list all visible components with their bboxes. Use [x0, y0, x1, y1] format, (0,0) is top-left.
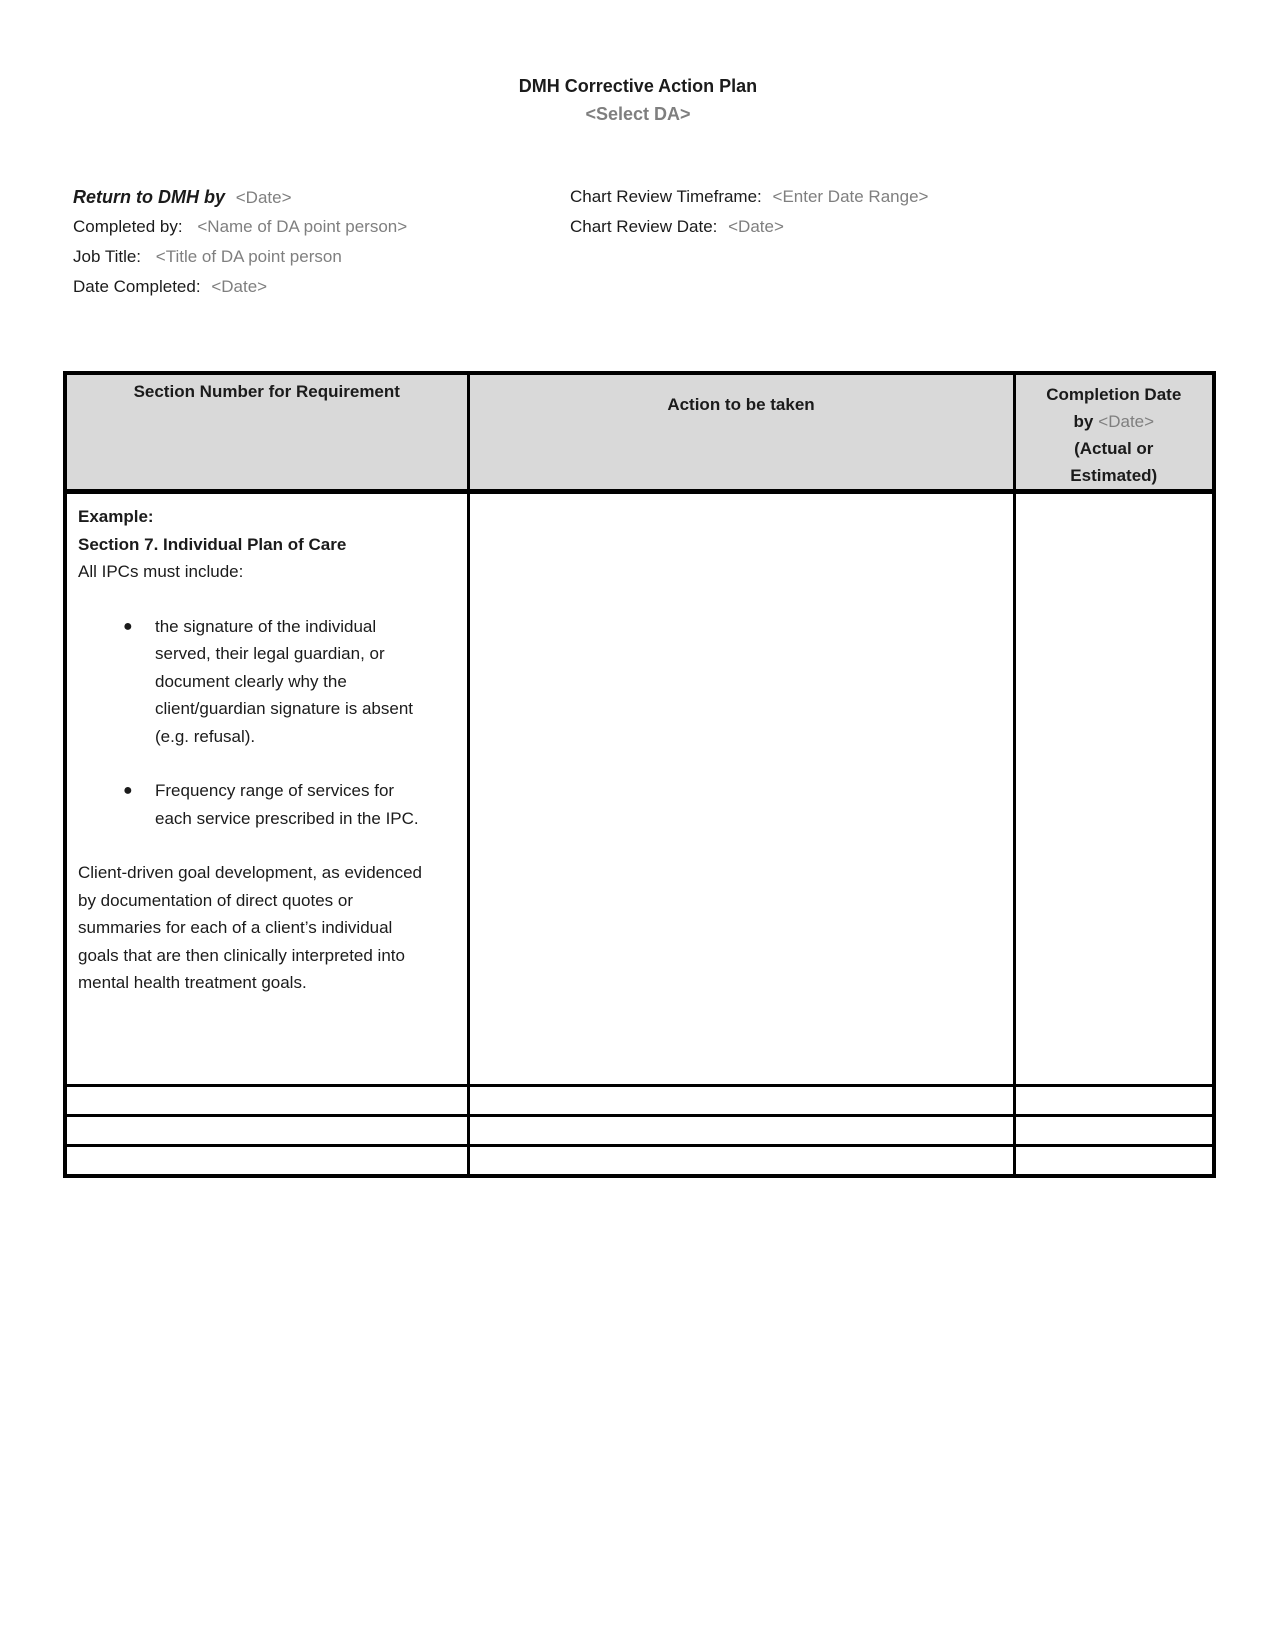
action-cell-empty[interactable]: [468, 1146, 1014, 1176]
example-section-title: Section 7. Individual Plan of Care: [78, 534, 347, 554]
page-title: DMH Corrective Action Plan: [518, 76, 758, 96]
requirement-cell-empty[interactable]: [65, 1116, 468, 1146]
chart-review-timeframe-label: Chart Review Timeframe:: [570, 187, 762, 206]
bullet-icon: ●: [123, 782, 133, 799]
bullet-text: the signature of the individual served, their legal guardian, or document clearly why the client/guardian signature is absent (e.g. refusal).: [155, 616, 413, 746]
completion-by-text: by: [1073, 412, 1094, 431]
return-date-placeholder[interactable]: <Date>: [235, 188, 292, 207]
column-header-action: Action to be taken: [468, 373, 1014, 492]
header-fields-right: [570, 182, 928, 242]
table-header-row: [65, 373, 1214, 492]
example-intro: All IPCs must include:: [78, 562, 244, 581]
chart-review-date-row: [570, 212, 928, 242]
completed-by-placeholder[interactable]: <Name of DA point person>: [197, 217, 408, 236]
column-header-section-number: Section Number for Requirement: [65, 373, 468, 492]
bullet-text: Frequency range of services for each service prescribed in the IPC.: [155, 781, 419, 828]
return-to-dmh-label: Return to DMH by: [73, 187, 225, 207]
select-da-placeholder[interactable]: <Select DA>: [585, 104, 691, 124]
column-header-completion-date: [1014, 373, 1214, 492]
completion-cell-empty[interactable]: [1014, 1146, 1214, 1176]
corrective-action-table: [63, 371, 1216, 1178]
completion-cell-empty[interactable]: [1014, 1086, 1214, 1116]
return-to-dmh-row: [73, 182, 407, 212]
table-row: [65, 1086, 1214, 1116]
date-completed-row: [73, 272, 407, 302]
completion-cell-empty[interactable]: [1014, 1116, 1214, 1146]
date-completed-placeholder[interactable]: <Date>: [211, 277, 268, 296]
table-row: [65, 1116, 1214, 1146]
date-completed-label: Date Completed:: [73, 277, 201, 296]
bullet-icon: ●: [123, 617, 133, 635]
job-title-placeholder[interactable]: <Title of DA point person: [155, 247, 342, 266]
header-fields-left: [73, 182, 407, 302]
list-item: [78, 613, 427, 751]
example-label: Example:: [78, 507, 154, 526]
chart-review-timeframe-row: [570, 182, 928, 212]
completed-by-label: Completed by:: [73, 217, 183, 236]
completion-date-line4: Estimated): [1070, 466, 1158, 485]
example-completion-cell[interactable]: [1014, 492, 1214, 1086]
example-row: [65, 492, 1214, 1086]
completion-date-line1: Completion Date: [1046, 385, 1182, 404]
completion-date-line3: (Actual or: [1074, 439, 1154, 458]
completion-date-line2: [1016, 408, 1213, 435]
requirement-cell-empty[interactable]: [65, 1086, 468, 1116]
table-row: [65, 1146, 1214, 1176]
chart-review-timeframe-placeholder[interactable]: <Enter Date Range>: [772, 187, 929, 206]
list-item: [78, 777, 427, 832]
title-block: [64, 72, 1212, 128]
requirement-cell-empty[interactable]: [65, 1146, 468, 1176]
job-title-row: [73, 242, 407, 272]
completion-date-placeholder[interactable]: <Date>: [1098, 412, 1155, 431]
example-paragraph: Client-driven goal development, as evidenced by documentation of direct quotes or summaries for each of a client’s individual goals that are then clinically interpreted into mental health treatment goals.: [78, 863, 422, 992]
chart-review-date-placeholder[interactable]: <Date>: [728, 217, 784, 236]
chart-review-date-label: Chart Review Date:: [570, 217, 718, 236]
action-cell-empty[interactable]: [468, 1116, 1014, 1146]
job-title-label: Job Title:: [73, 247, 142, 266]
example-action-cell[interactable]: [468, 492, 1014, 1086]
example-requirement-cell: [65, 492, 468, 1086]
action-cell-empty[interactable]: [468, 1086, 1014, 1116]
completed-by-row: [73, 212, 407, 242]
